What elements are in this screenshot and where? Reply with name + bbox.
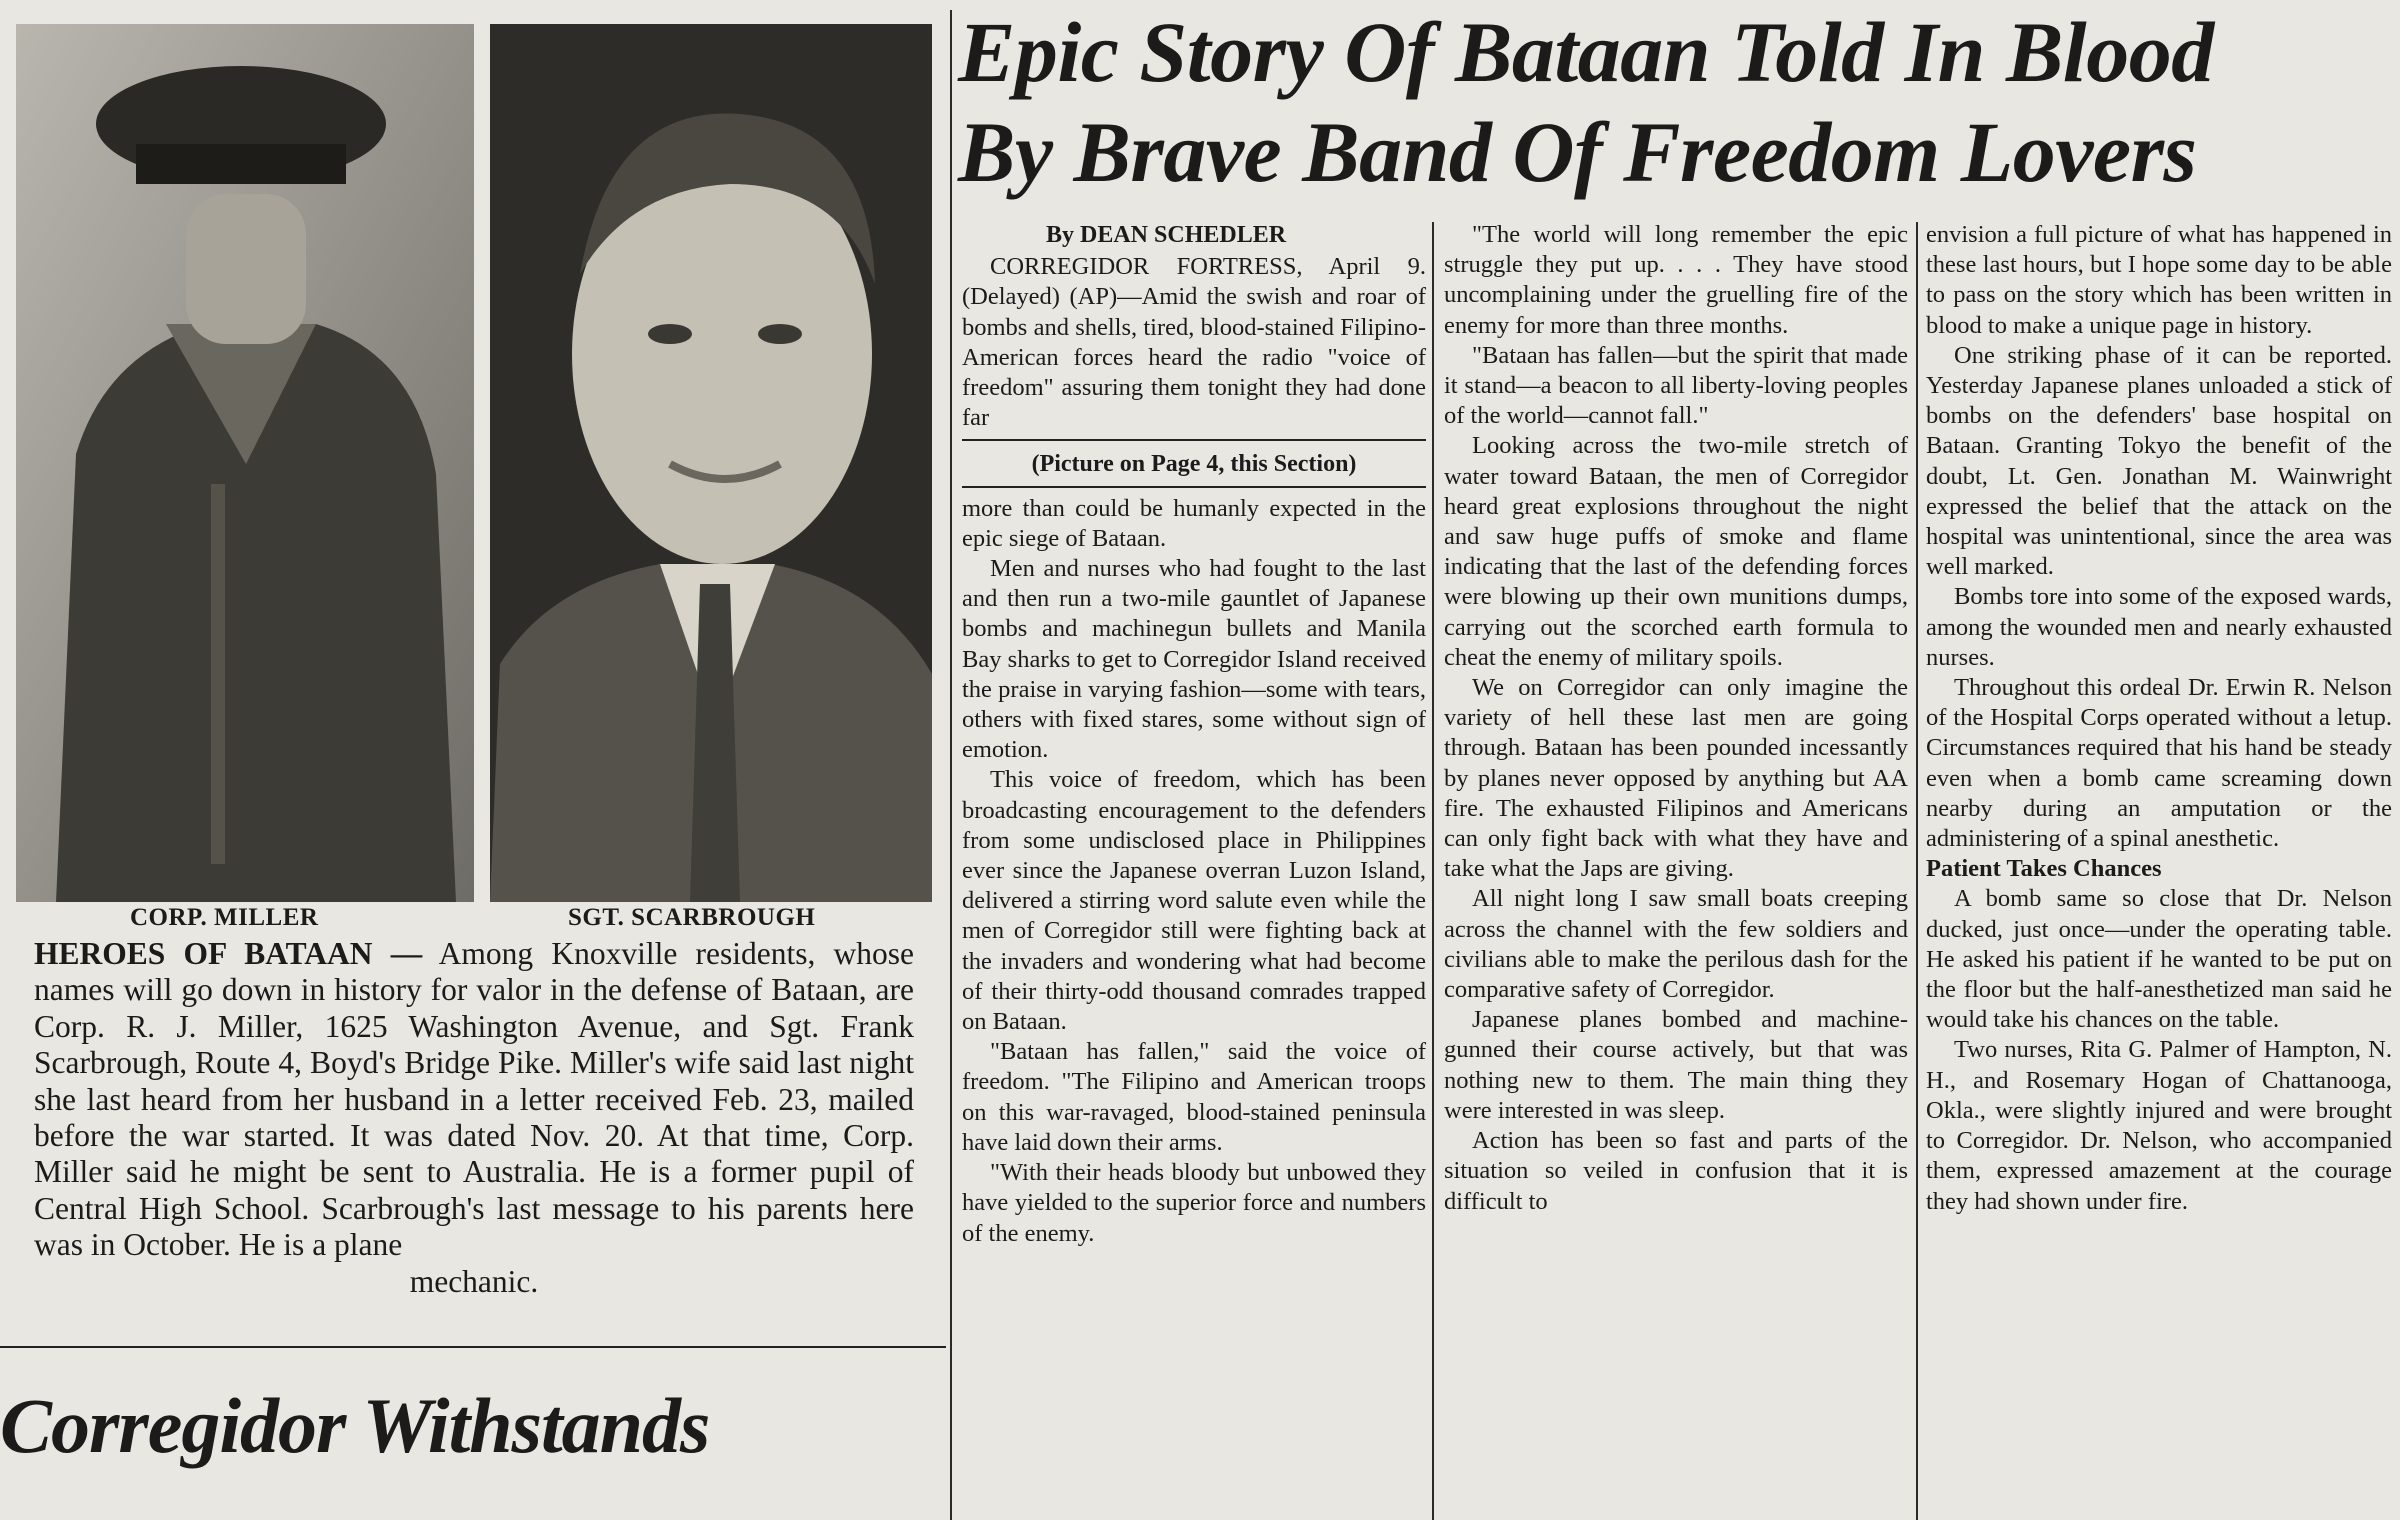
paragraph: One striking phase of it can be reported. Yesterday Japanese planes unloaded a stick of bombs on the defenders' base hospital on Bataan. Granting Tokyo the benefit of the doubt, Lt. Gen. Jonathan M. Wainwright expressed the belief that the attack on the hospital was unintentional, since the area was well marked. (1926, 341, 2392, 581)
paragraph: "Bataan has fallen," said the voice of freedom. "The Filipino and American troops on this war-ravaged, blood-stained peninsula have laid down their arms. (962, 1038, 1426, 1156)
paragraph: Men and nurses who had fought to the last and then run a two-mile gauntlet of Japanese bombs and machinegun bullets and Manila Bay sharks to get to Corregidor Island received the praise in varying fashion—some with tears, others with fixed stares, some without sign of emotion. (962, 555, 1426, 764)
cutline-end: mechanic. (409, 1263, 539, 1299)
portrait-man-image (490, 24, 932, 902)
section-heading: Patient Takes Chances (1926, 855, 2162, 883)
paragraph: Two nurses, Rita G. Palmer of Hampton, N. H., and Rosemary Hogan of Chattanooga, Okla., were slightly injured and were brought to Corregidor. Dr. Nelson, who accompanied them, expressed amazement at the courage they had shown under fire. (1926, 1036, 2392, 1215)
column-rule-2 (1916, 222, 1918, 1520)
paragraph: Japanese planes bombed and machine-gunned their course actively, but that was nothing new to them. The main thing they were interested in was sleep. (1444, 1006, 1908, 1124)
paragraph: "With their heads bloody but unbowed they have yielded to the superior force and numbers of the enemy. (962, 1159, 1426, 1247)
paragraph: This voice of freedom, which has been broadcasting encouragement to the defenders from some undisclosed place in Philippines ever since the Japanese overran Luzon Island, delivered a stirring word salute even while the men of Corregidor still were fighting back at the invaders and wondering what had become of their thirty-odd thousand comrades trapped on Bataan. (962, 766, 1426, 1036)
paragraph: envision a full picture of what has happened in these last hours, but I hope some day to be able to pass on the story which has been written in blood to make a unique page in history. (1926, 221, 2392, 339)
paragraph: "Bataan has fallen—but the spirit that made it stand—a beacon to all liberty-loving peoples of the world—cannot fall." (1444, 341, 1908, 430)
article-column-2 (1444, 220, 1908, 1217)
paragraph: Bombs tore into some of the exposed wards, among the wounded men and nearly exhausted nurses. (1926, 583, 2392, 671)
byline: By DEAN SCHEDLER (1046, 222, 1287, 248)
photo-sgt-scarbrough (490, 24, 932, 902)
portrait-soldier-image (16, 24, 474, 902)
main-headline (958, 2, 2398, 202)
photo-caption-miller: CORP. MILLER (130, 904, 319, 931)
photo-caption-scarbrough: SGT. SCARBROUGH (568, 904, 816, 931)
article-column-3 (1926, 220, 2392, 1217)
paragraph: "The world will long remember the epic struggle they put up. . . . They have stood uncomplaining under the gruelling fire of the enemy for more than three months. (1444, 221, 1908, 339)
paragraph: Looking across the two-mile stretch of water toward Bataan, the men of Corregidor heard great explosions throughout the night and saw huge puffs of smoke and flame indicating that the last of the defending forces were blowing up their own munitions dumps, carrying out the scorched earth formula to cheat the enemy of military spoils. (1444, 432, 1908, 671)
cutline-lead: HEROES OF BATAAN — (34, 936, 423, 971)
article-column-1 (962, 220, 1426, 1249)
photo-cutline (34, 936, 914, 1300)
paragraph: A bomb same so close that Dr. Nelson ducked, just once—under the operating table. He asked his patient if he wanted to be put on the floor but the half-anesthetized man said he would take his chances on the table. (1926, 885, 2392, 1034)
column-rule-1 (1432, 222, 1434, 1520)
paragraph: more than could be humanly expected in the epic siege of Bataan. (962, 494, 1426, 552)
section-divider (0, 1346, 946, 1348)
secondary-headline: Corregidor Withstands (0, 1382, 710, 1469)
photo-corp-miller (16, 24, 474, 902)
paragraph: Throughout this ordeal Dr. Erwin R. Nelson of the Hospital Corps operated without a letup. Circumstances required that his hand be steady even when a bomb came screaming down nearby during an amputation or the administering of a spinal anesthetic. (1926, 674, 2392, 853)
paragraph: We on Corregidor can only imagine the variety of hell these last men are going through. Bataan has been pounded incessantly by planes never opposed by anything but AA fire. The exhausted Filipinos and Americans can only fight back with what they have and take what the Japs are giving. (1444, 674, 1908, 883)
cutline-text: Among Knoxville residents, whose names will go down in history for valor in the defense of Bataan, are Corp. R. J. Miller, 1625 Washington Avenue, and Sgt. Frank Scarbrough, Route 4, Boyd's Bridge Pike. Miller's wife said last night she last heard from her husband in a letter received Feb. 23, mailed before the war started. It was dated Nov. 20. At that time, Corp. Miller said he might be sent to Australia. He is a former pupil of Central High School. Scarbrough's last message to his parents here was in October. He is a plane (34, 936, 914, 1263)
headline-line-1: Epic Story Of Bataan Told In Blood (958, 4, 2214, 100)
paragraph: All night long I saw small boats creeping across the channel with the few soldiers and civilians able to make the perilous dash for the comparative safety of Corregidor. (1444, 885, 1908, 1004)
paragraph: Action has been so fast and parts of the situation so veiled in confusion that it is difficult to (1444, 1127, 1908, 1215)
headline-line-2: By Brave Band Of Freedom Lovers (958, 104, 2197, 200)
dateline-paragraph: CORREGIDOR FORTRESS, April 9. (Delayed) (AP)—Amid the swish and roar of bombs and shells, tired, blood-stained Filipino-American forces heard the radio "voice of freedom" assuring them tonight they had done far (962, 253, 1426, 432)
picture-note: (Picture on Page 4, this Section) (962, 439, 1426, 487)
column-rule-left (950, 10, 952, 1520)
